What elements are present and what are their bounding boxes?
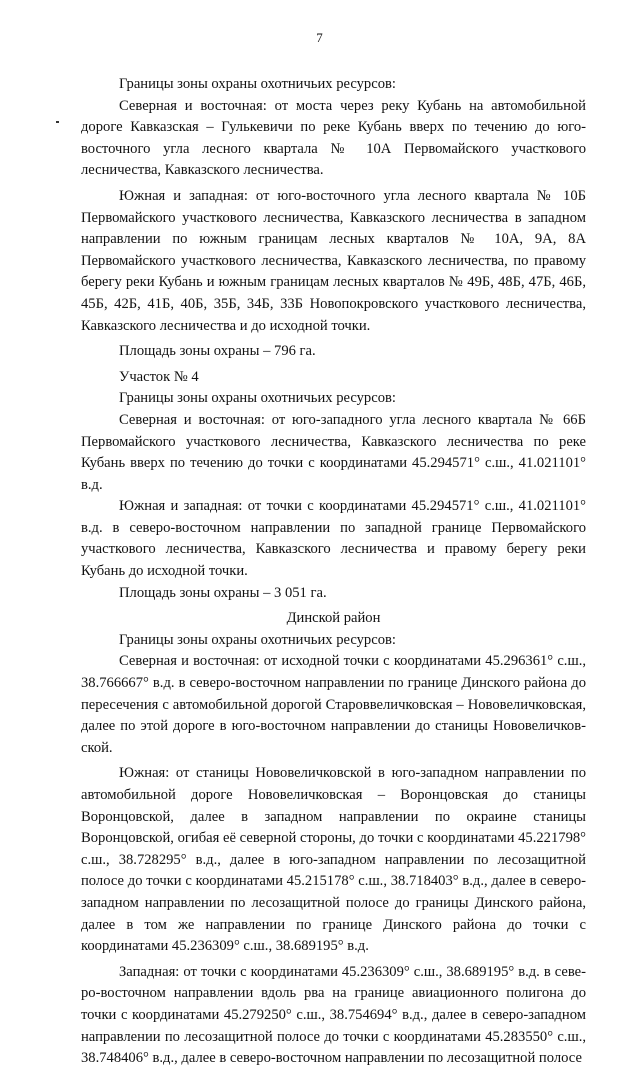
paragraph-west-border-3: Западная: от точки с координатами 45.236309° с.ш., 38.689195° в.д. в северо-восточном направлении вдоль рва на границе авиационного полигона до точки с координатами 45.279250° с.ш., 38.754694° в.д., далее в северо-западном направлении по лесозащитной полосе до точки с координатами 45.283550° с.ш., 38.748406° в.д., далее в северо-восточном направлении по лесозащитной полосе: [81, 963, 586, 1067]
paragraph-zone-borders-heading-2: Границы зоны охраны охотничьих ресурсов:: [119, 390, 396, 407]
document-body: [81, 74, 586, 1070]
district-heading-dinskoy: Динской район: [286, 610, 381, 627]
paragraph-north-east-border-2: Северная и восточная: от юго-западного угла лесного квартала № 66Б Первомайского участкового лесничества, Кавказского лесничества по реке Кубань вверх по течению до точки с координатами 45.294571° с.ш., 41.021101° в.д.: [81, 411, 586, 493]
paragraph-north-east-border-1: Северная и восточная: от моста через реку Кубань на автомобильной дороге Кавказская – Гулькевичи по реке Кубань вверх по течению до юго-восточного угла лесного квартала № 10А Первомайского участкового лесничества, Кавказского лесничества.: [81, 97, 586, 179]
paragraph-zone-borders-heading-3: Границы зоны охраны охотничьих ресурсов:: [119, 631, 396, 648]
paragraph-north-east-border-3: Северная и восточная: от исходной точки с координатами 45.296361° с.ш., 38.766667° в.д. в северо-восточном направлении по границе Динского района до пересечения с автомобильной дорогой Староввеличковская – Нововеличковская, далее по этой дороге в юго-восточном направлении до станицы Нововеличковской.: [81, 653, 586, 756]
page-number: 7: [316, 30, 323, 45]
paragraph-south-border-3: Южная: от станицы Нововеличковской в юго-западном направлении по автомобильной дороге Нововеличковская – Воронцовская до станицы Воронцовской, далее в западном направлении по окраине станицы Воронцовской, огибая её северной стороны, до точки с координатами 45.221798° с.ш., 38.728295° в.д., далее в юго-западном направлении по лесозащитной полосе до точки с координатами 45.215178° с.ш., 38.718403° в.д., далее в северо-западном направлении по лесозащитной полосе до границы Динского района, далее в том же направлении по границе Динского района до точки с координатами 45.236309° с.ш., 38.689195° в.д.: [81, 765, 586, 955]
paragraph-south-west-border-2: Южная и западная: от точки с координатами 45.294571° с.ш., 41.021101° в.д. в северо-восточном направлении по западной границе Первомайского участкового лесничества, Кавказского лесничества и правому берегу реки Кубань до исходной точки.: [81, 498, 586, 580]
paragraph-zone-borders-heading-1: Границы зоны охраны охотничьих ресурсов:: [119, 76, 396, 92]
paragraph-south-west-border-1: Южная и западная: от юго-восточного угла лесного квартала № 10Б Первомайского участкового лесничества, Кавказского лесничества в западном направлении по южным границам лесных кварталов № 10А, 9А, 8А Первомайского участкового лесничества, Кавказского лесничества, по правому берегу реки Кубань и южным границам лесных кварталов № 49Б, 48Б, 47Б, 46Б, 45Б, 42Б, 41Б, 40Б, 35Б, 34Б, 33Б Новопокровского участкового лесничества, Кавказского лесничества и до исходной точки.: [81, 187, 586, 334]
scan-artifact-mark: [56, 121, 59, 123]
paragraph-area-3051: Площадь зоны охраны – 3 051 га.: [119, 584, 327, 601]
paragraph-section-4-title: Участок № 4: [119, 368, 199, 385]
paragraph-area-796: Площадь зоны охраны – 796 га.: [119, 343, 316, 360]
